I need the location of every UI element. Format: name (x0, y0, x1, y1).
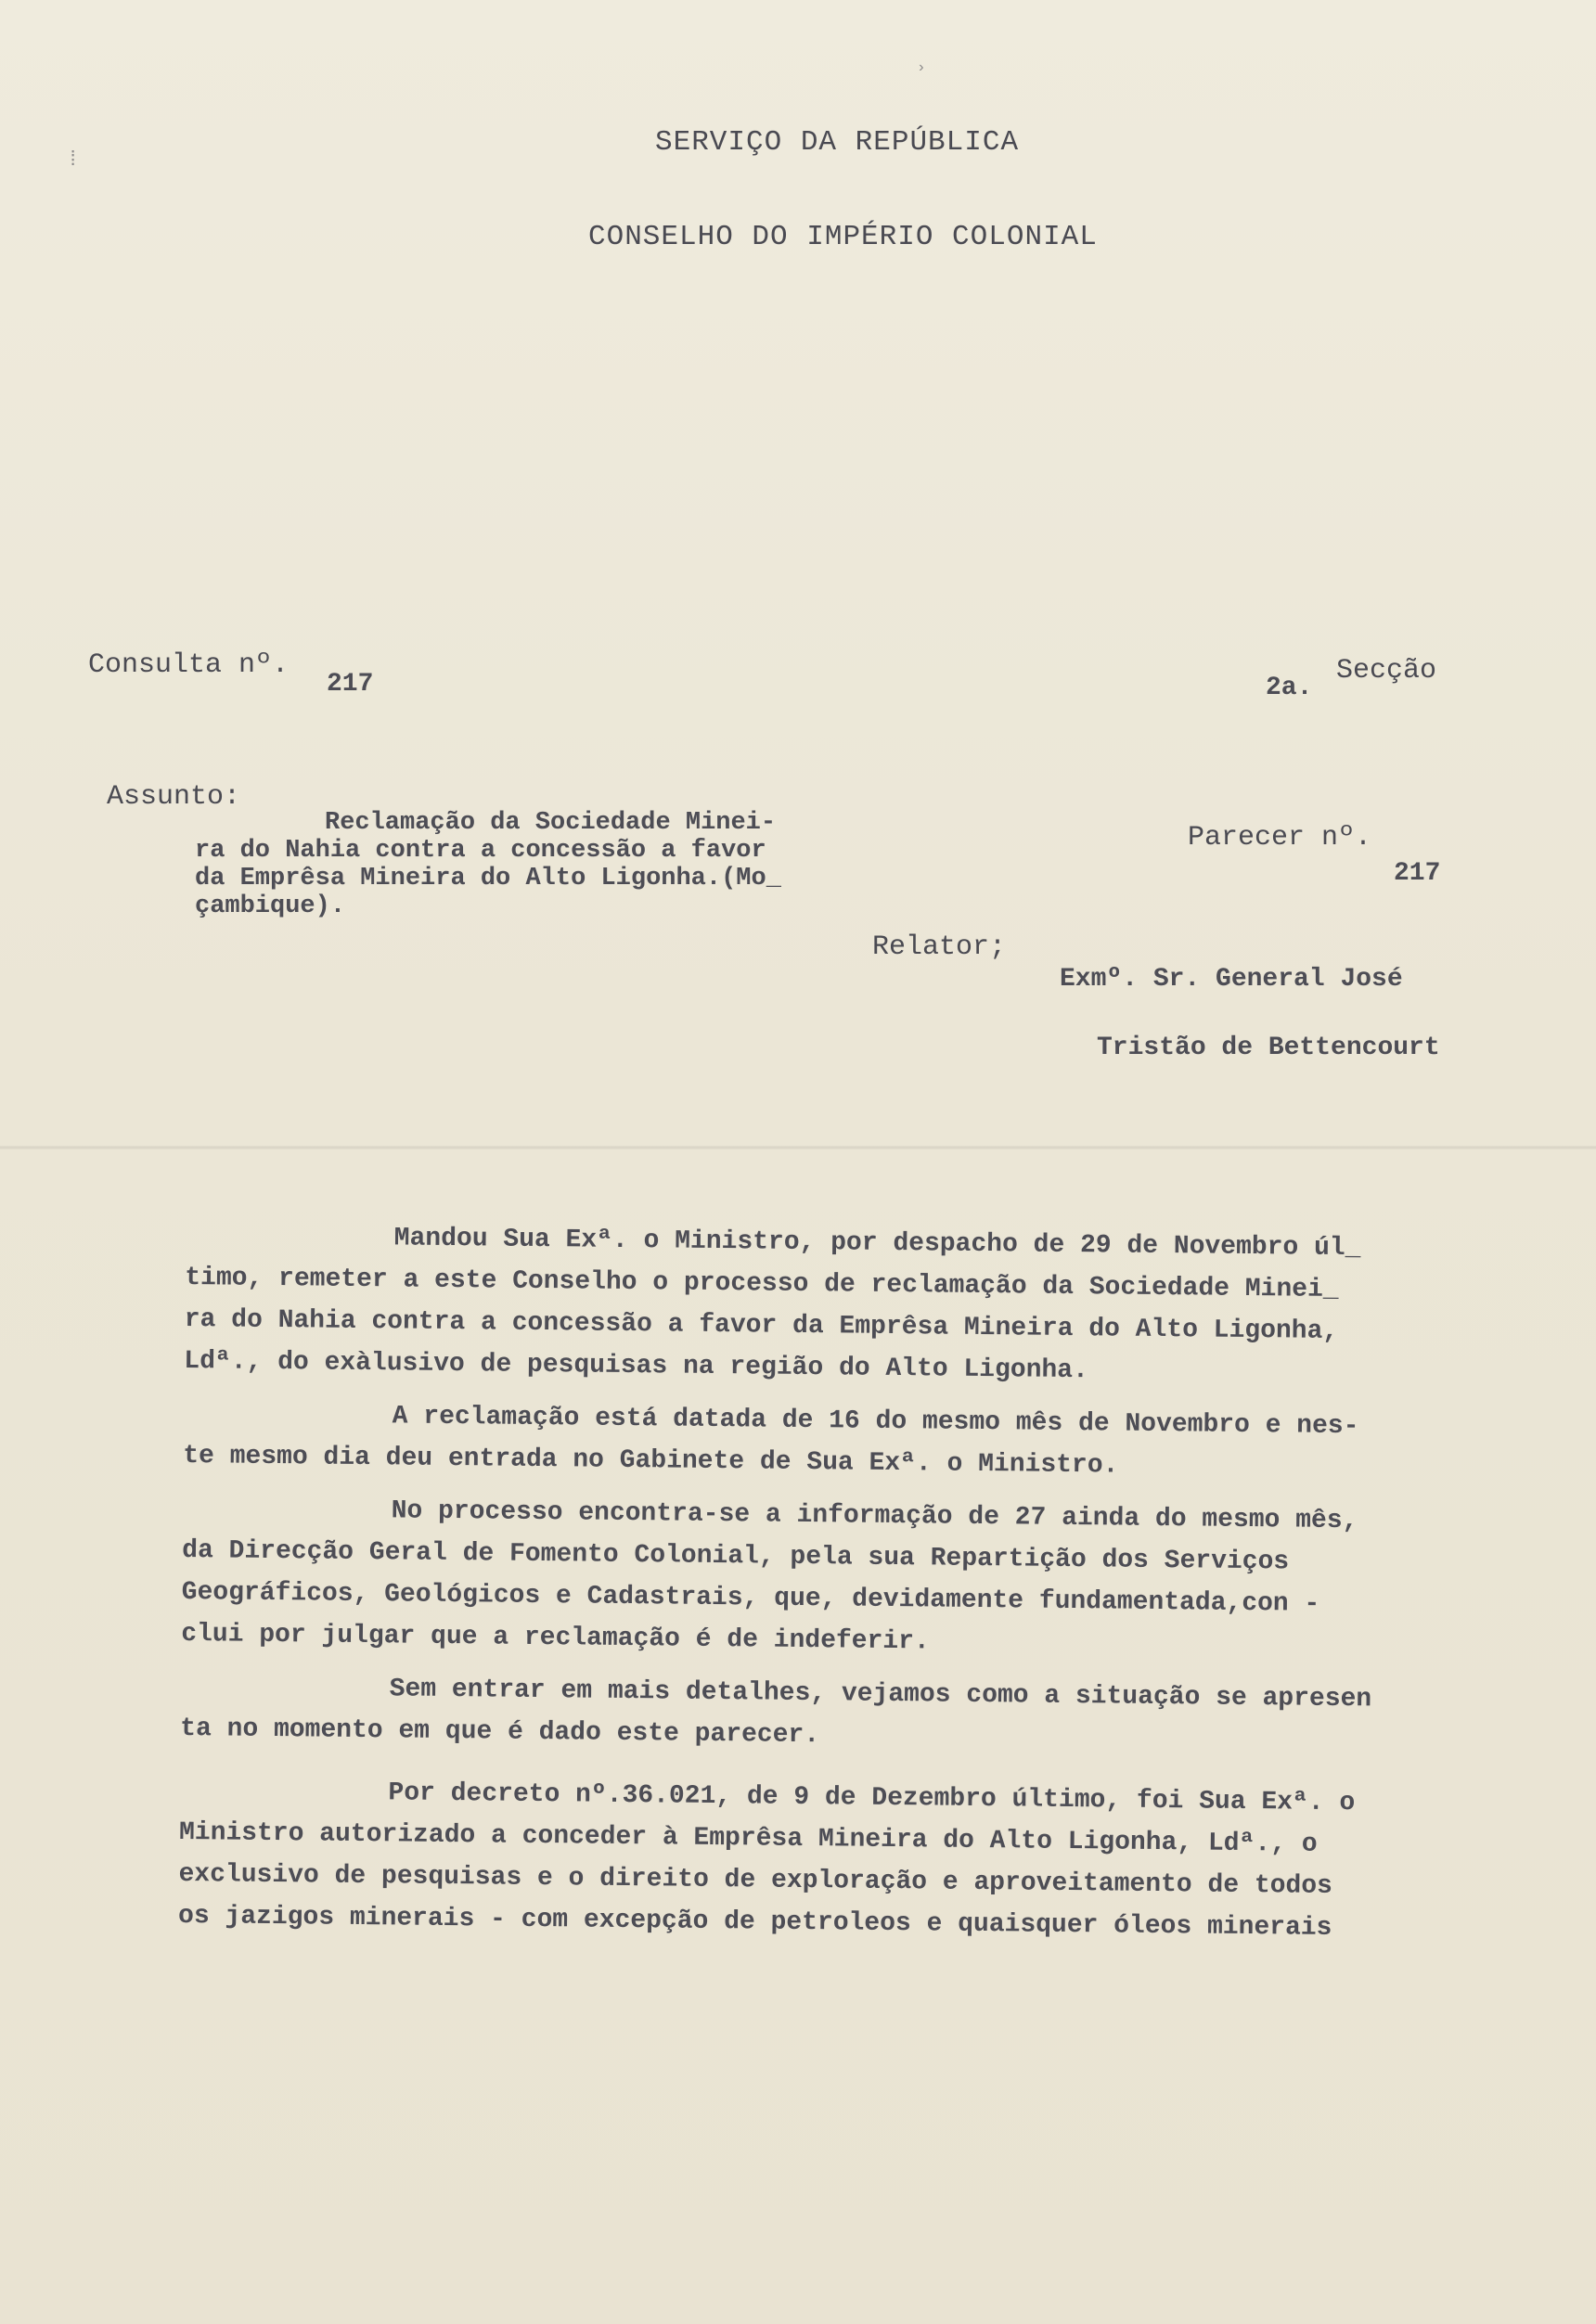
assunto-line: çambique). (195, 892, 346, 920)
text-line: os jazigos minerais - com excepção de petroleos e quaisquer óleos minerais (177, 1901, 1332, 1943)
consulta-label: Consulta nº. (88, 649, 290, 681)
paragraph (183, 1393, 1538, 1491)
text-line: clui por julgar que a reclamação é de indeferir. (181, 1619, 930, 1657)
ink-speck: › (917, 59, 926, 76)
consulta-number: 217 (327, 670, 374, 699)
seccao-number: 2a. (1266, 674, 1313, 702)
header-council: CONSELHO DO IMPÉRIO COLONIAL (588, 221, 1098, 253)
paragraph (178, 1770, 1535, 1951)
parecer-number: 217 (1394, 859, 1441, 888)
body-text (178, 1215, 1540, 1951)
relator-line: Exmº. Sr. General José (1060, 965, 1403, 994)
text-line: Ministro autorizado a conceder à Emprêsa Mineira do Alto Ligonha, Ldª., o (178, 1817, 1318, 1859)
header-service: SERVIÇO DA REPÚBLICA (655, 126, 1020, 159)
text-line: exclusivo de pesquisas e o direito de exploração e aproveitamento de todos (178, 1859, 1333, 1901)
parecer-label: Parecer nº. (1188, 822, 1372, 854)
paragraph (181, 1488, 1538, 1669)
relator-line: Tristão de Bettencourt (1097, 1034, 1440, 1062)
assunto-line: da Emprêsa Mineira do Alto Ligonha.(Mo_ (195, 865, 781, 892)
text-line: A reclamação está datada de 16 do mesmo mês de Novembro e nes- (392, 1402, 1359, 1442)
text-line: Mandou Sua Exª. o Ministro, por despacho de 29 de Novembro úl_ (393, 1224, 1361, 1264)
text-line: da Direcção Geral de Fomento Colonial, pela sua Repartição dos Serviços (182, 1535, 1290, 1577)
text-line: timo, remeter a este Conselho o processo de reclamação da Sociedade Minei_ (185, 1263, 1339, 1305)
text-line: Sem entrar em mais detalhes, vejamos como a situação se apresen (389, 1675, 1372, 1714)
text-line: No processo encontra-se a informação de 27 ainda do mesmo mês, (391, 1496, 1358, 1536)
text-line: Geográficos, Geológicos e Cadastrais, que, devidamente fundamentada,con - (181, 1577, 1320, 1619)
assunto-line: ra do Nahia contra a concessão a favor (195, 837, 766, 865)
text-line: ta no momento em que é dado este parecer. (180, 1714, 820, 1751)
paper-fold (0, 1146, 1596, 1149)
margin-mark: ⁞ (67, 148, 80, 172)
text-line: Ldª., do exàlusivo de pesquisas na região do Alto Ligonha. (184, 1346, 1089, 1386)
relator-label: Relator; (872, 931, 1007, 963)
text-line: Por decreto nº.36.021, de 9 de Dezembro último, foi Sua Exª. o (388, 1778, 1356, 1818)
assunto-text (195, 809, 919, 920)
text-line: ra do Nahia contra a concessão a favor da Emprêsa Mineira do Alto Ligonha, (184, 1304, 1339, 1347)
assunto-label: Assunto: (107, 781, 241, 813)
assunto-line: Reclamação da Sociedade Minei- (325, 809, 777, 837)
seccao-label: Secção (1336, 655, 1437, 687)
paragraph (180, 1666, 1536, 1764)
text-line: te mesmo dia deu entrada no Gabinete de Sua Exª. o Ministro. (183, 1441, 1119, 1481)
paragraph (184, 1215, 1540, 1396)
